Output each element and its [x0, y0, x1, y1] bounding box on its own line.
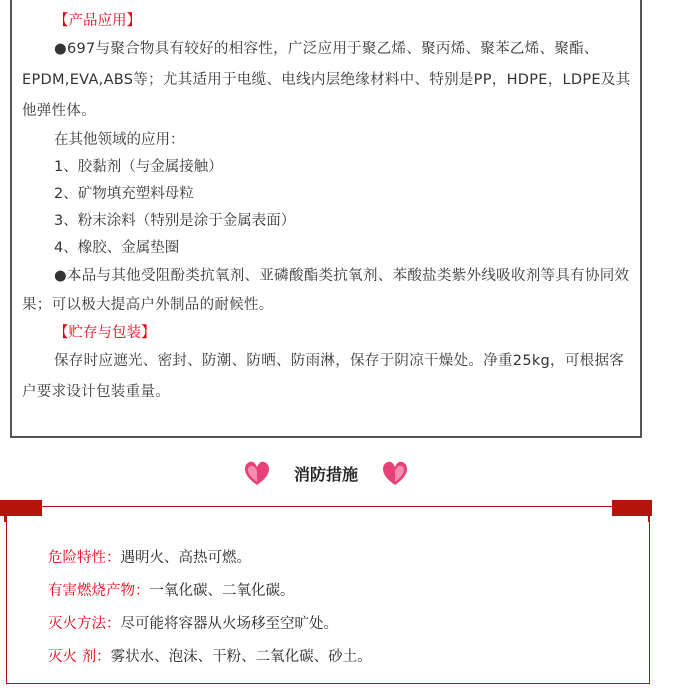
fire-label: 灭火方法： — [48, 616, 121, 632]
storage-packaging-title: 【贮存与包装】 — [54, 325, 156, 341]
fire-row-method — [48, 608, 638, 641]
frame-corner-right — [612, 500, 652, 516]
fire-row-agent — [48, 641, 638, 674]
fire-measures-list — [48, 542, 638, 674]
fire-value: 雾状水、泡沫、干粉、二氧化碳、砂土。 — [110, 649, 372, 665]
compatibility-paragraph: ●697与聚合物具有较好的相容性，广泛应用于聚乙烯、聚丙烯、聚苯乙烯、聚酯、EPDM,EVA,ABS等；尤其适用于电缆、电线内层绝缘材料中、特别是PP，HDPE，LDPE及其他弹性体。 — [22, 41, 631, 119]
product-application-title: 【产品应用】 — [54, 13, 141, 29]
fire-label: 危险特性： — [48, 550, 121, 566]
synergy-paragraph: ●本品与其他受阻酚类抗氧剂、亚磷酸酯类抗氧剂、苯酸盐类紫外线吸收剂等具有协同效果；可以极大提高户外制品的耐候性。 — [22, 268, 630, 313]
fire-label: 灭火 剂： — [48, 649, 111, 665]
frame-corner-stub-right — [648, 516, 650, 522]
fire-value: 遇明火、高热可燃。 — [120, 550, 251, 566]
use-item-3: 3、粉末涂料（特别是涂于金属表面） — [54, 213, 296, 229]
use-item-1: 1、胶黏剂（与金属接触） — [54, 159, 223, 175]
frame-corner-left — [0, 500, 42, 516]
use-item-4: 4、橡胶、金属垫圈 — [54, 240, 180, 256]
fire-row-combustion-products — [48, 575, 638, 608]
use-item-2: 2、矿物填充塑料母粒 — [54, 186, 194, 202]
fire-value: 一氧化碳、二氧化碳。 — [149, 583, 295, 599]
fire-label: 有害燃烧产物： — [48, 583, 150, 599]
fire-value: 尽可能将容器从火场移至空旷处。 — [120, 616, 338, 632]
storage-paragraph: 保存时应遮光、密封、防潮、防晒、防雨淋，保存于阴凉干燥处。净重25kg，可根据客户要求设计包装重量。 — [22, 353, 625, 400]
heart-wing-left-icon — [242, 458, 272, 488]
heart-wing-right-icon — [380, 458, 410, 488]
product-info-content — [22, 8, 634, 408]
fire-measures-title: 消防措施 — [293, 465, 358, 484]
fire-row-hazard — [48, 542, 638, 575]
frame-corner-stub-left — [4, 516, 6, 522]
fire-measures-heading — [0, 456, 652, 492]
other-uses-intro: 在其他领域的应用： — [54, 132, 185, 148]
